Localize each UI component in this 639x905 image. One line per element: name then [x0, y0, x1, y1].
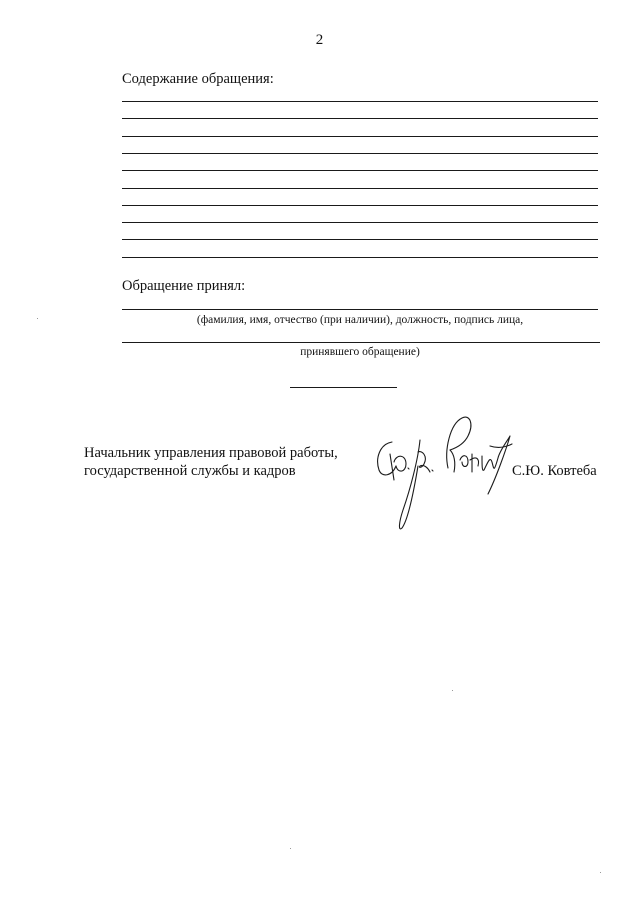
content-blank-line — [122, 136, 598, 137]
closing-divider — [290, 387, 397, 388]
content-blank-line — [122, 205, 598, 206]
content-blank-line — [122, 222, 598, 223]
accepted-caption-line2: принявшего обращение) — [300, 346, 420, 358]
accepted-section-label: Обращение принял: — [122, 278, 246, 294]
content-blank-line — [122, 188, 598, 189]
content-section-label: Содержание обращения: — [122, 71, 274, 87]
signer-position-line1: Начальник управления правовой работы, — [84, 445, 338, 461]
content-blank-line — [122, 170, 598, 171]
content-blank-line — [122, 257, 598, 258]
scan-speck — [600, 872, 601, 873]
accepted-name-line — [122, 309, 598, 310]
scan-speck — [452, 690, 453, 691]
content-blank-line — [122, 101, 598, 102]
scan-speck — [37, 318, 38, 319]
accepted-position-line — [122, 342, 600, 343]
page-number: 2 — [315, 32, 324, 48]
content-blank-line — [122, 118, 598, 119]
content-blank-line — [122, 153, 598, 154]
signer-position-line2: государственной службы и кадров — [84, 463, 296, 479]
content-blank-line — [122, 239, 598, 240]
handwritten-signature — [370, 410, 520, 535]
signer-name: С.Ю. Ковтеба — [512, 463, 597, 479]
scan-speck — [290, 848, 291, 849]
accepted-caption-line1: (фамилия, имя, отчество (при наличии), должность, подпись лица, — [196, 314, 524, 326]
